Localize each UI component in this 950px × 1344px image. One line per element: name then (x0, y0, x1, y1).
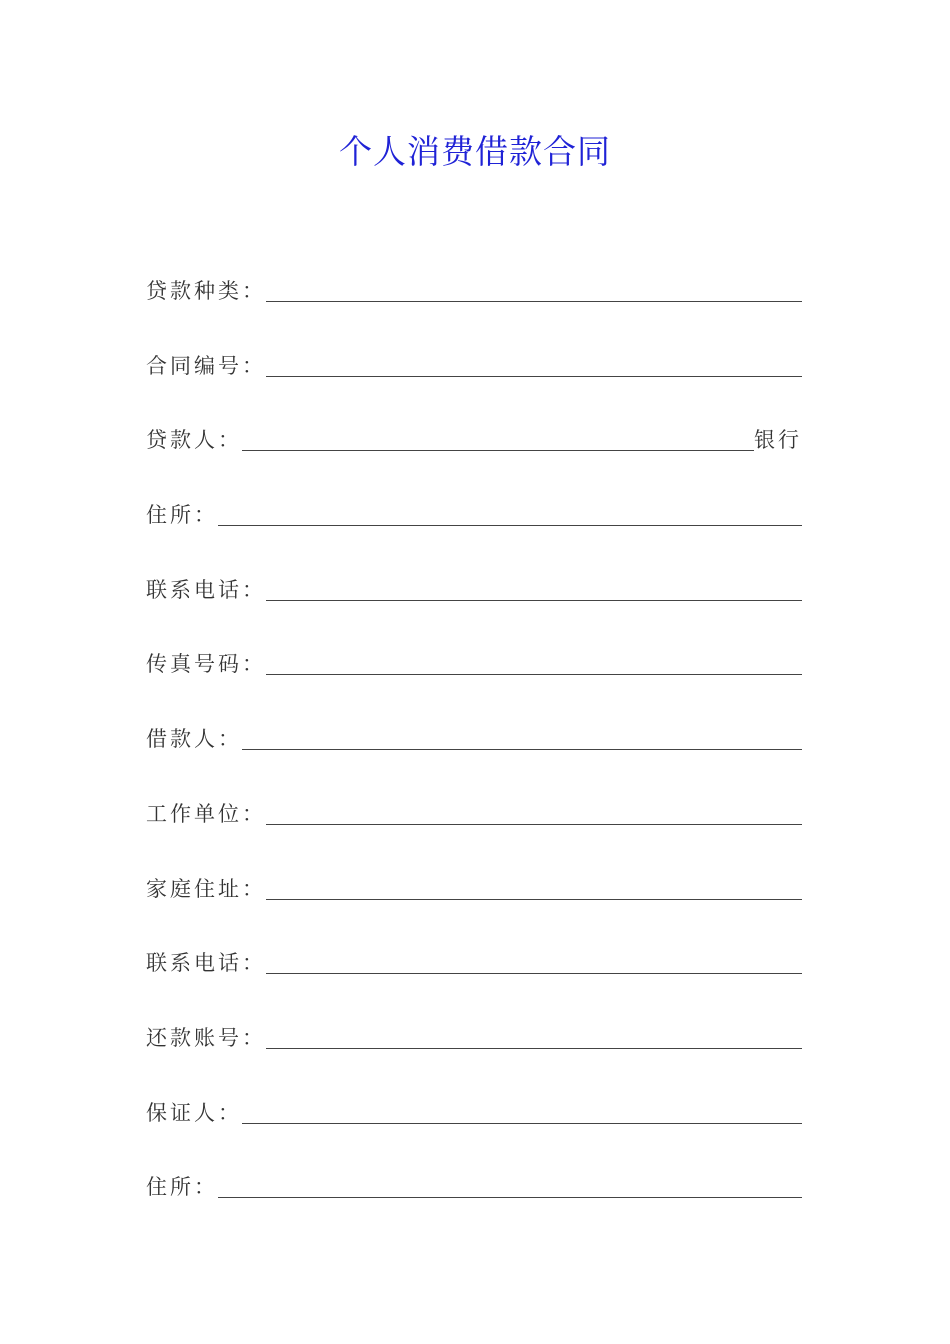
fill-in-blank[interactable] (266, 973, 802, 974)
contract-form (146, 265, 802, 1236)
field-label: 家庭住址： (146, 876, 266, 901)
fill-in-blank[interactable] (266, 824, 802, 825)
form-row-lender (146, 414, 802, 454)
field-label: 传真号码： (146, 652, 266, 677)
field-label: 贷款人： (146, 428, 242, 453)
field-label: 贷款种类： (146, 279, 266, 303)
field-suffix: 银行 (754, 428, 802, 453)
fill-in-blank[interactable] (266, 376, 802, 377)
fill-in-blank[interactable] (266, 1048, 802, 1049)
form-row-loan-type (146, 265, 802, 305)
fill-in-blank[interactable] (266, 600, 802, 601)
field-label: 保证人： (146, 1100, 242, 1125)
form-row-guarantor-address (146, 1161, 802, 1201)
form-row-repayment-account (146, 1012, 802, 1052)
fill-in-blank[interactable] (242, 1123, 802, 1124)
fill-in-blank[interactable] (242, 450, 754, 451)
form-row-lender-phone (146, 564, 802, 604)
fill-in-blank[interactable] (266, 899, 802, 900)
form-row-employer (146, 788, 802, 828)
form-row-home-address (146, 863, 802, 903)
field-label: 联系电话： (146, 951, 266, 976)
field-label: 借款人： (146, 727, 242, 752)
fill-in-blank[interactable] (266, 674, 802, 675)
form-row-contract-number (146, 340, 802, 380)
form-row-fax (146, 638, 802, 678)
fill-in-blank[interactable] (218, 525, 802, 526)
form-row-borrower (146, 713, 802, 753)
fill-in-blank[interactable] (218, 1197, 802, 1198)
fill-in-blank[interactable] (242, 749, 802, 750)
field-label: 联系电话： (146, 577, 266, 602)
form-row-lender-address (146, 489, 802, 529)
field-label: 住所： (146, 503, 218, 528)
field-label: 工作单位： (146, 801, 266, 826)
field-label: 住所： (146, 1175, 218, 1200)
field-label: 合同编号： (146, 353, 266, 378)
form-row-guarantor (146, 1087, 802, 1127)
fill-in-blank[interactable] (266, 301, 802, 302)
document-title: 个人消费借款合同 (339, 132, 611, 171)
form-row-borrower-phone (146, 937, 802, 977)
field-label: 还款账号： (146, 1025, 266, 1050)
